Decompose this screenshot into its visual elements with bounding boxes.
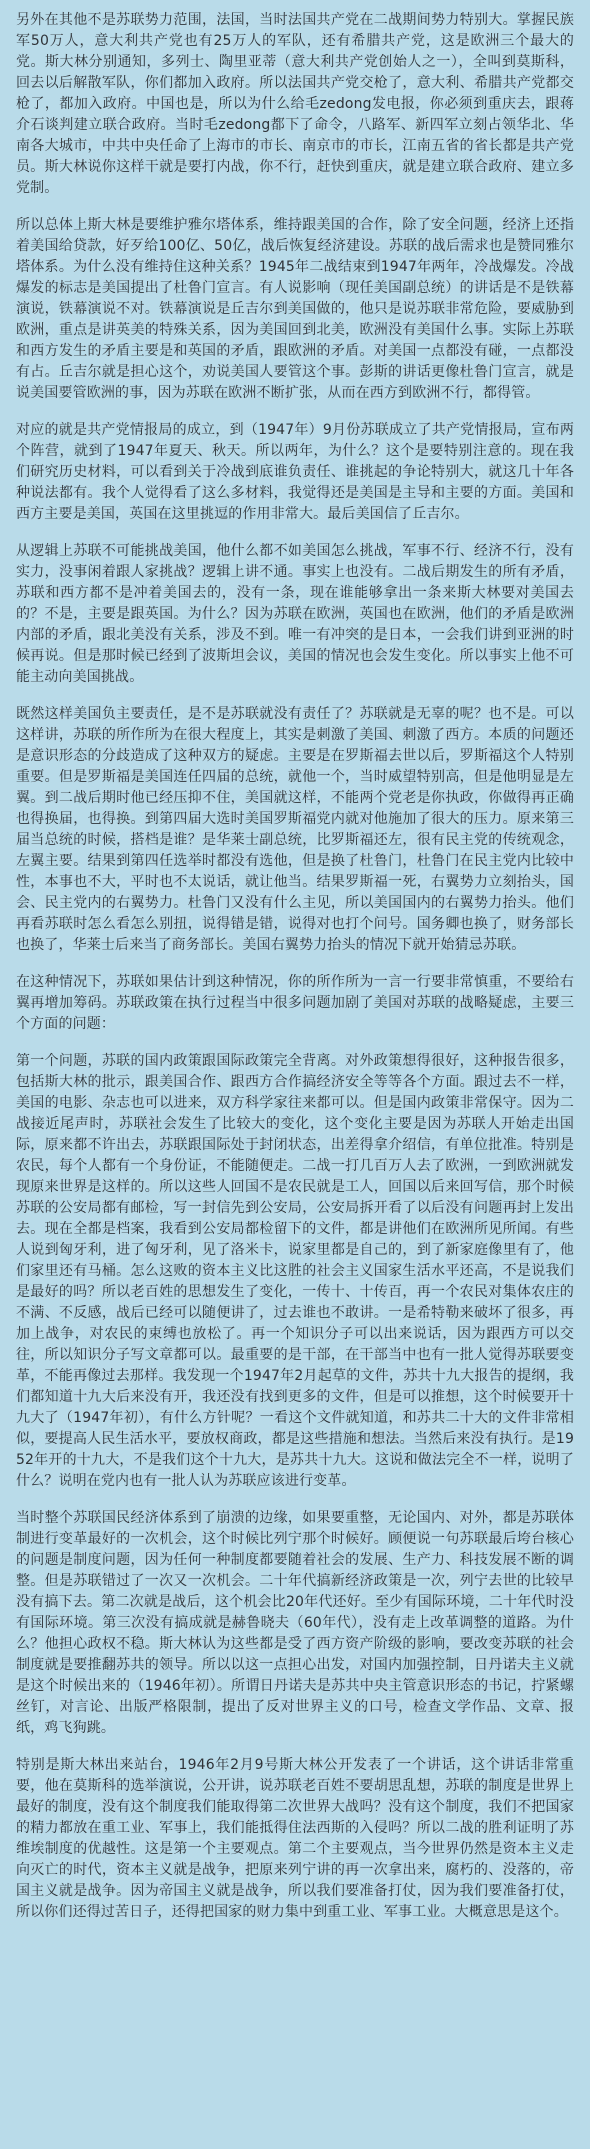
article-paragraph: 另外在其他不是苏联势力范围，法国，当时法国共产党在二战期间势力特别大。掌握民族军50万人，意大利共产党也有25万人的军队，还有希腊共产党，这是欧洲三个最大的党。斯大林分别通知，多列士、陶里亚蒂（意大利共产党创始人之一），全叫到莫斯科，回去以后解散军队，你们都加入政府。所以法国共产党交枪了，意大利、希腊共产党都交枪了，都加入政府。中国也是，所以为什么给毛zedong发电报，你必须到重庆去，跟蒋介石谈判建立联合政府。当时毛zedong都下了命令，八路军、新四军立刻占领华北、华南各大城市，中共中央任命了上海市的市长、南京市的市长，江南五省的省长都是共产党员。斯大林说你这样干就是要打内战，你不行，赶快到重庆，就是建立联合政府、建立多党制。 xyxy=(16,12,574,196)
article-paragraph: 第一个问题，苏联的国内政策跟国际政策完全背离。对外政策想得很好，这种报告很多，包括斯大林的批示，跟美国合作、跟西方合作搞经济安全等等各个方面。跟过去不一样，美国的电影、杂志也可以进来，双方科学家往来都可以。但是国内政策非常保守。因为二战接近尾声时，苏联社会发生了比较大的变化，这个变化主要是因为苏联人开始走出国际，原来都不许出去，苏联跟国际处于封闭状态，出差得拿介绍信，有单位批准。特别是农民，每个人都有一个身份证，不能随便走。二战一打几百万人去了欧洲，一到欧洲就发现原来世界是这样的。所以这些人回国不是农民就是工人，回国以后来回写信，那个时候苏联的公安局都有邮检，写一封信先到公安局，公安局拆开看了以后没有问题再封上发出去。现在全都是档案，我看到公安局都检留下的文件，都是讲他们在欧洲所见所闻。有些人说到匈牙利，进了匈牙利，见了洛米卡，说家里都是自己的，到了新家庭像里有了，他们家里还有马桶。怎么这败的资本主义比这胜的社会主义国家生活水平还高，不是说我们是最好的吗？所以老百姓的思想发生了变化，一传十、十传百，再一个农民对集体农庄的不满、不反感，战后已经可以随便讲了，过去谁也不敢讲。一是希特勒来破坏了很多，再加上战争，对农民的束缚也放松了。再一个知识分子可以出来说话，因为跟西方可以交往，所以知识分子写文章都可以。最重要的是干部，在干部当中也有一批人觉得苏联要变革，不能再像过去那样。我发现一个1947年2月起草的文件，苏共十九大报告的提纲，我们都知道十九大后来没有开，我还没有找到更多的文件，但是可以推想，这个时候要开十九大了（1947年初），有什么方针呢？一看这个文件就知道，和苏共二十大的文件非常相似，要提高人民生活水平，要放权商政，都是这些措施和想法。当然后来没有执行。是1952年开的十九大，不是我们这个十九大，是苏共十九大。这说和做法完全不一样，说明了什么？说明在党内也有一批人认为苏联应该进行变革。 xyxy=(16,1053,574,1489)
article-paragraph: 既然这样美国负主要责任，是不是苏联就没有责任了？苏联就是无辜的呢？也不是。可以这样讲，苏联的所作所为在很大程度上，其实是刺激了美国、刺激了西方。本质的问题还是意识形态的分歧造成了这种双方的疑虑。主要是在罗斯福去世以后，罗斯福这个人特别重要。但是罗斯福是美国连任四届的总统，就他一个，当时威望特别高，但是他明显是左翼。到二战后期时他已经压抑不住，美国就这样，不能两个党老是你执政，你做得再正确也得换届，也得换。到第四届大选时美国罗斯福党内就对他施加了很大的压力。原来第三届当总统的时候，搭档是谁？是华莱士副总统，比罗斯福还左，很有民主党的传统观念，左翼主要。结果到第四任选举时都没有选他，但是换了杜鲁门，杜鲁门在民主党内比较中性，本事也不大，平时也不太说话，就让他当。结果罗斯福一死，右翼势力立刻抬头，国会、民主党内的右翼势力。杜鲁门又没有什么主见，所以美国国内的右翼势力抬头。他们再看苏联时怎么看怎么别扭，说得错是错，说得对也打个问号。国务卿也换了，财务部长也换了，华莱士后来当了商务部长。美国右翼势力抬头的情况下就开始猜忌苏联。 xyxy=(16,706,574,953)
article-paragraph: 当时整个苏联国民经济体系到了崩溃的边缘，如果要重整，无论国内、对外，都是苏联体制进行变革最好的一次机会，这个时候比列宁那个时候好。顾便说一句苏联最后垮台核心的问题是制度问题，因为任何一种制度都要随着社会的发展、生产力、科技发展不断的调整。但是苏联错过了一次又一次机会。二十年代搞新经济政策是一次，列宁去世的比较早没有搞下去。第二次就是战后，这个机会比20年代还好。至少有国际环境，二十年代时没有国际环境。第三次没有搞成就是赫鲁晓夫（60年代），没有走上改革调整的道路。为什么？他担心政权不稳。斯大林认为这些都是受了西方资产阶级的影响，要改变苏联的社会制度就是要推翻苏共的领导。所以以这一点担心出发，对国内加强控制，日丹诺夫主义就是这个时候出来的（1946年初）。所谓日丹诺夫是苏共中央主管意识形态的书记，拧紧螺丝钉，对言论、出版严格限制，提出了反对世界主义的口号，检查文学作品、文章、报纸，鸡飞狗跳。 xyxy=(16,1510,574,1736)
article-paragraph: 特别是斯大林出来站台，1946年2月9号斯大林公开发表了一个讲话，这个讲话非常重要，他在莫斯科的选举演说，公开讲，说苏联老百姓不要胡思乱想，苏联的制度是世界上最好的制度，没有这个制度我们能取得第二次世界大战吗？没有这个制度，我们不把国家的精力都放在重工业、军事上，我们能抵得住法西斯的入侵吗？所以二战的胜利证明了苏维埃制度的优越性。这是第一个主要观点。第二个主要观点，当今世界仍然是资本主义走向灭亡的时代，资本主义就是战争，把原来列宁讲的再一次拿出来，腐朽的、没落的，帝国主义就是战争。因为帝国主义就是战争，所以我们要准备打仗，因为我们要准备打仗，所以你们还得过苦日子，还得把国家的财力集中到重工业、军事工业。大概意思是这个。 xyxy=(16,1757,574,1920)
article-paragraph: 对应的就是共产党情报局的成立，到（1947年）9月份苏联成立了共产党情报局，宣布两个阵营，就到了1947年夏天、秋天。所以两年，为什么？这个是要特别注意的。现在我们研究历史材料，可以看到关于冷战到底谁负责任、谁挑起的争论特别大，就这几十年各种说法都有。我个人觉得看了这么多材料，我觉得还是美国是主导和主要的方面。美国和西方主要是美国，英国在这里挑逗的作用非常大。最后美国信了丘吉尔。 xyxy=(16,422,574,522)
article-paragraph: 在这种情况下，苏联如果估计到这种情况，你的所作所为一言一行要非常慎重，不要给右翼再增加筹码。苏联政策在执行过程当中很多问题加剧了美国对苏联的战略疑虑，主要三个方面的问题： xyxy=(16,974,574,1032)
article-paragraph: 所以总体上斯大林是要维护雅尔塔体系，维持跟美国的合作，除了安全问题，经济上还指着美国给贷款，好歹给100亿、50亿，战后恢复经济建设。苏联的战后需求也是赞同雅尔塔体系。为什么没有维持住这种关系？1945年二战结束到1947年两年，冷战爆发。冷战爆发的标志是美国提出了杜鲁门宣言。有人说影响（现任美国副总统）的讲话是不是铁幕演说，铁幕演说不对。铁幕演说是丘吉尔到美国做的，他只是说苏联非常危险，要威胁到欧洲，重点是讲英美的特殊关系，因为美国回到北美，欧洲没有美国什么事。实际上苏联和西方发生的矛盾主要是和英国的矛盾，跟欧洲的矛盾。对美国一点都没有碰，一点都没有占。丘吉尔就是担心这个，劝说美国人要管这个事。彭斯的讲话更像杜鲁门宣言，就是说美国要管欧洲的事，因为苏联在欧洲不断扩张，从而在西方到欧洲不行，都得管。 xyxy=(16,217,574,401)
article-paragraph: 从逻辑上苏联不可能挑战美国，他什么都不如美国怎么挑战，军事不行、经济不行，没有实力，没事闲着跟人家挑战？逻辑上讲不通。事实上也没有。二战后期发生的所有矛盾，苏联和西方都不是冲着美国去的，没有一条，现在谁能够拿出一条来斯大林要对美国去的？不是，主要是跟英国。为什么？因为苏联在欧洲，英国也在欧洲，他们的矛盾是欧洲内部的矛盾，跟北美没有关系，涉及不到。唯一有冲突的是日本，一会我们讲到亚洲的时候再说。但是那时候已经到了波斯坦会议，美国的情况也会发生变化。所以事实上他不可能主动向美国挑战。 xyxy=(16,543,574,685)
